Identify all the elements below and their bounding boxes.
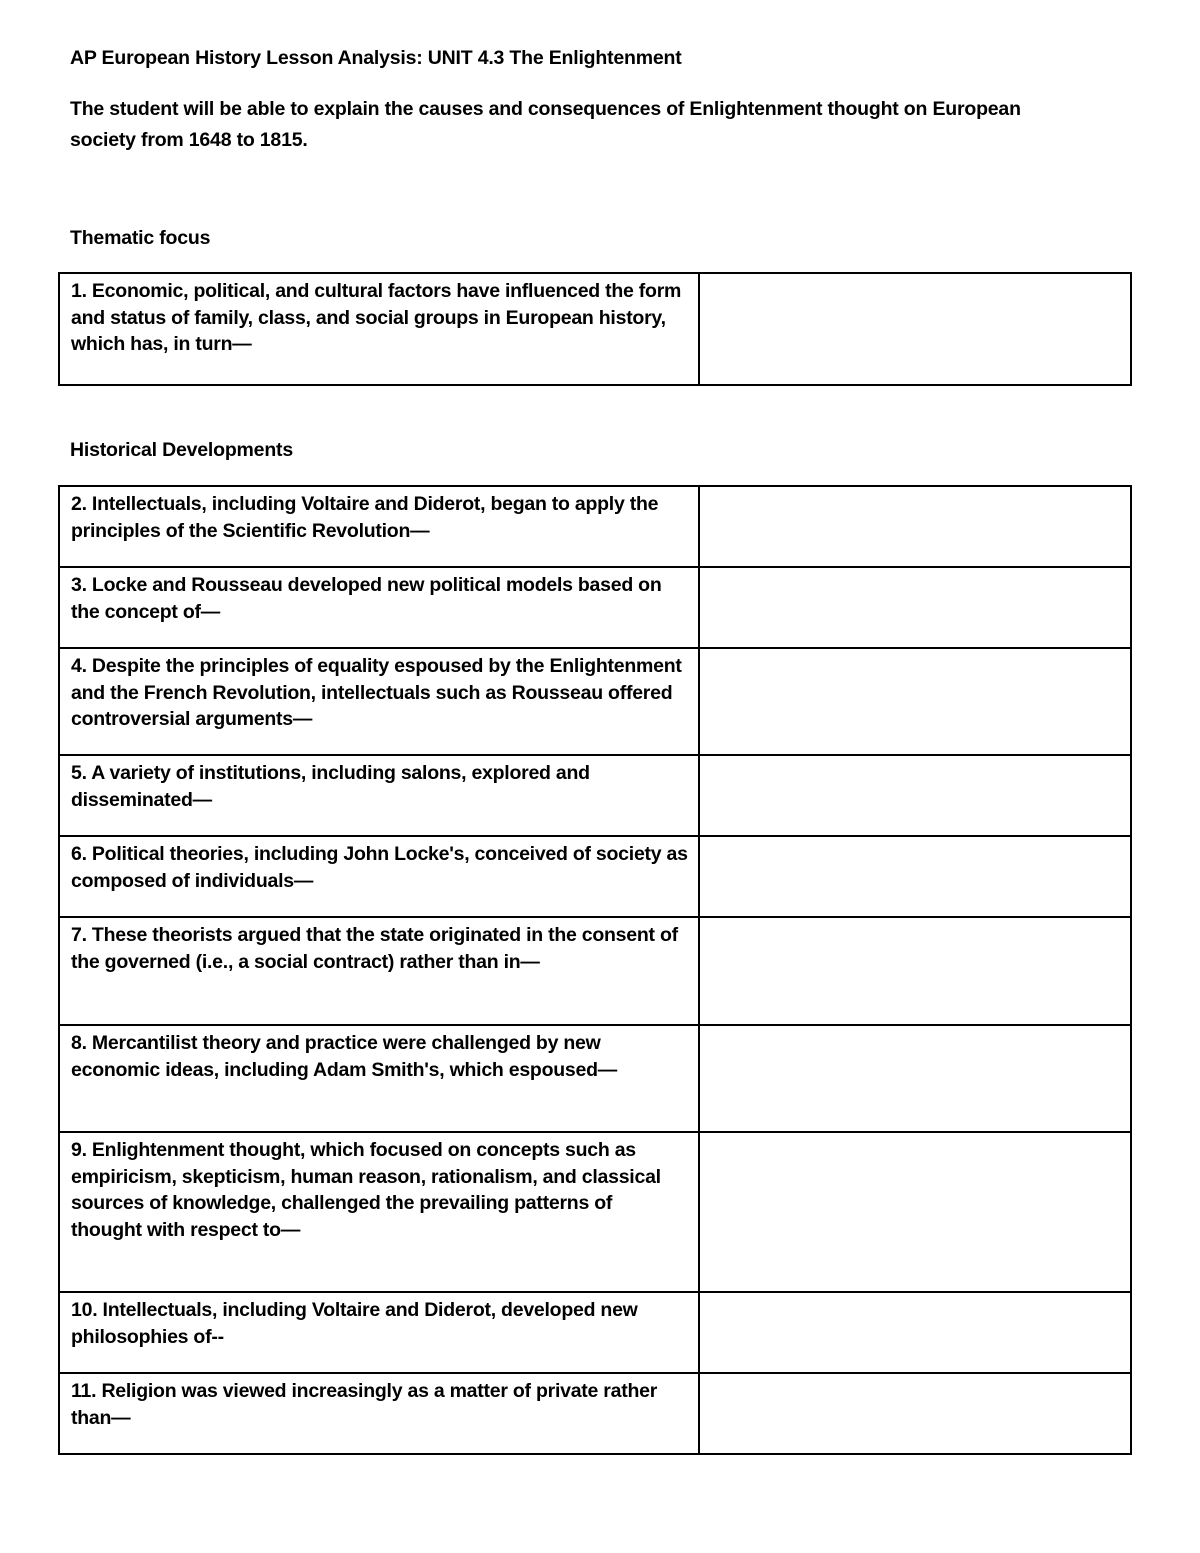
table-row bbox=[59, 486, 1131, 567]
table-row bbox=[59, 273, 1131, 385]
answer-cell[interactable] bbox=[699, 486, 1131, 567]
answer-cell[interactable] bbox=[699, 1292, 1131, 1373]
learning-objective: The student will be able to explain the causes and consequences of Enlightenment thought on European society from 1648 to 1815. bbox=[70, 98, 1021, 151]
answer-cell[interactable] bbox=[699, 917, 1131, 1025]
prompt-cell: 4. Despite the principles of equality espoused by the Enlightenment and the French Revolution, intellectuals such as Rousseau offered controversial arguments— bbox=[59, 648, 699, 755]
answer-cell[interactable] bbox=[699, 1025, 1131, 1132]
prompt-cell: 9. Enlightenment thought, which focused on concepts such as empiricism, skepticism, human reason, rationalism, and classical sources of knowledge, challenged the prevailing patterns of thought with respect to— bbox=[59, 1132, 699, 1292]
prompt-cell: 6. Political theories, including John Locke's, conceived of society as composed of individuals— bbox=[59, 836, 699, 917]
prompt-cell: 11. Religion was viewed increasingly as a matter of private rather than— bbox=[59, 1373, 699, 1454]
answer-cell[interactable] bbox=[699, 1132, 1131, 1292]
historical-developments-heading: Historical Developments bbox=[70, 439, 293, 461]
prompt-cell: 5. A variety of institutions, including salons, explored and disseminated— bbox=[59, 755, 699, 836]
answer-cell[interactable] bbox=[699, 755, 1131, 836]
table-row bbox=[59, 917, 1131, 1025]
table-row bbox=[59, 1132, 1131, 1292]
table-row bbox=[59, 1025, 1131, 1132]
answer-cell[interactable] bbox=[699, 273, 1131, 385]
prompt-cell: 1. Economic, political, and cultural factors have influenced the form and status of family, class, and social groups in European history, which has, in turn— bbox=[59, 273, 699, 385]
thematic-focus-heading: Thematic focus bbox=[70, 227, 211, 249]
historical-developments-table bbox=[58, 485, 1132, 1455]
table-row bbox=[59, 836, 1131, 917]
answer-cell[interactable] bbox=[699, 1373, 1131, 1454]
page-title: AP European History Lesson Analysis: UNIT 4.3 The Enlightenment bbox=[70, 47, 682, 69]
answer-cell[interactable] bbox=[699, 567, 1131, 648]
prompt-cell: 8. Mercantilist theory and practice were challenged by new economic ideas, including Adam Smith's, which espoused— bbox=[59, 1025, 699, 1132]
table-row bbox=[59, 648, 1131, 755]
prompt-cell: 10. Intellectuals, including Voltaire and Diderot, developed new philosophies of-- bbox=[59, 1292, 699, 1373]
prompt-cell: 7. These theorists argued that the state originated in the consent of the governed (i.e., a social contract) rather than in— bbox=[59, 917, 699, 1025]
prompt-cell: 3. Locke and Rousseau developed new political models based on the concept of— bbox=[59, 567, 699, 648]
thematic-focus-table bbox=[58, 272, 1132, 386]
answer-cell[interactable] bbox=[699, 836, 1131, 917]
table-row bbox=[59, 567, 1131, 648]
table-row bbox=[59, 755, 1131, 836]
prompt-cell: 2. Intellectuals, including Voltaire and Diderot, began to apply the principles of the Scientific Revolution— bbox=[59, 486, 699, 567]
table-row bbox=[59, 1373, 1131, 1454]
answer-cell[interactable] bbox=[699, 648, 1131, 755]
table-row bbox=[59, 1292, 1131, 1373]
